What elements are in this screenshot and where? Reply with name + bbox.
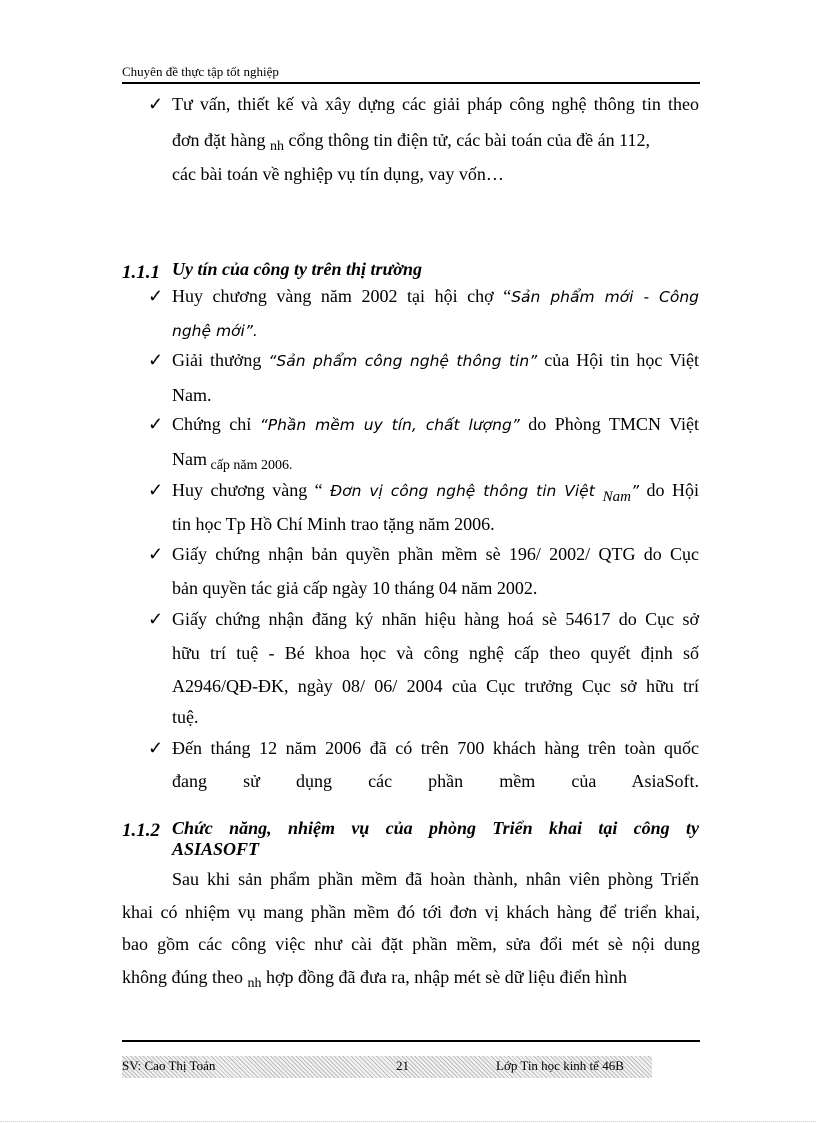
check-icon: ✓ <box>148 609 164 629</box>
paragraph-line: Sau khi sản phẩm phần mềm đã hoàn thành, nhân viên phòng Triển <box>172 869 699 889</box>
bullet-line: A2946/QĐ-ĐK, ngày 08/ 06/ 2004 của Cục trưởng Cục sở hữu trí <box>172 676 699 696</box>
footer-student: SV: Cao Thị Toản <box>122 1058 216 1073</box>
bullet-line: Đến tháng 12 năm 2006 đã có trên 700 khách hàng trên toàn quốc <box>172 738 699 758</box>
bullet-line: hữu trí tuệ - Bé khoa học và công nghệ cấp theo quyết định số <box>172 643 699 663</box>
paragraph-line: bao gồm các công việc như cài đặt phần mềm, sửa đổi mét sè nội dung <box>122 934 700 954</box>
bullet-line: Giải thưởng “Sản phẩm công nghệ thông tin” của Hội tin học Việt <box>172 350 700 370</box>
check-icon: ✓ <box>148 544 164 564</box>
bullet-line: Huy chương vàng “ Đơn vị công nghệ thông tin Việt $_{Nam}$” do Hội <box>172 480 699 505</box>
bullet-line: Huy chương vàng năm 2002 tại hội chợ “Sản phẩm mới - Công <box>172 286 699 306</box>
bullet-line: đơn đặt hàng $_{nh}$ cổng thông tin điện tử, các bài toán của đề án 112, <box>172 130 650 154</box>
check-icon: ✓ <box>148 350 164 370</box>
bullet-line: đang sử dụng các phần mềm của AsiaSoft. <box>172 771 699 791</box>
footer-rule <box>122 1040 700 1042</box>
bullet-line: tuệ. <box>172 707 199 727</box>
bullet-line: Tư vấn, thiết kế và xây dựng các giải pháp công nghệ thông tin theo <box>172 94 699 114</box>
section-title: Chức năng, nhiệm vụ của phòng Triển khai tại công ty <box>172 818 699 838</box>
section-title: Uy tín của công ty trên thị trường <box>172 259 422 279</box>
running-header: Chuyên đề thực tập tốt nghiệp <box>122 64 279 79</box>
bullet-line: nghệ mới”. <box>172 322 258 340</box>
section-title-cont: ASIASOFT <box>172 839 260 859</box>
paragraph-line: không đúng theo $_{nh}$ hợp đồng đã đưa ra, nhập mét sè dữ liệu điển hình <box>122 967 627 991</box>
bullet-line: Nam. <box>172 385 212 405</box>
bullet-line: bản quyền tác giả cấp ngày 10 tháng 04 năm 2002. <box>172 578 538 598</box>
check-icon: ✓ <box>148 94 164 114</box>
footer-class: Lớp Tin học kinh tế 46B <box>496 1058 624 1073</box>
bullet-line: Giấy chứng nhận đăng ký nhãn hiệu hàng hoá sè 54617 do Cục sở <box>172 609 699 629</box>
check-icon: ✓ <box>148 480 164 500</box>
bullet-line: Chứng chỉ “Phần mềm uy tín, chất lượng” do Phòng TMCN Việt <box>172 414 699 434</box>
bullet-line: Nam $_{cấp năm 2006.}$ <box>172 449 293 473</box>
check-icon: ✓ <box>148 414 164 434</box>
page-number: 21 <box>396 1058 409 1073</box>
bullet-line: tin học Tp Hồ Chí Minh trao tặng năm 2006. <box>172 514 495 534</box>
bullet-line: Giấy chứng nhận bản quyền phần mềm sè 196/ 2002/ QTG do Cục <box>172 544 699 564</box>
check-icon: ✓ <box>148 738 164 758</box>
section-number: 1.1.2 <box>122 820 160 841</box>
bullet-line: các bài toán về nghiệp vụ tín dụng, vay vốn… <box>172 164 504 184</box>
header-rule <box>122 82 700 84</box>
paragraph-line: khai có nhiệm vụ mang phần mềm đó tới đơn vị khách hàng để triển khai, <box>122 902 700 922</box>
page-edge <box>0 1121 816 1122</box>
section-number: 1.1.1 <box>122 262 160 283</box>
check-icon: ✓ <box>148 286 164 306</box>
